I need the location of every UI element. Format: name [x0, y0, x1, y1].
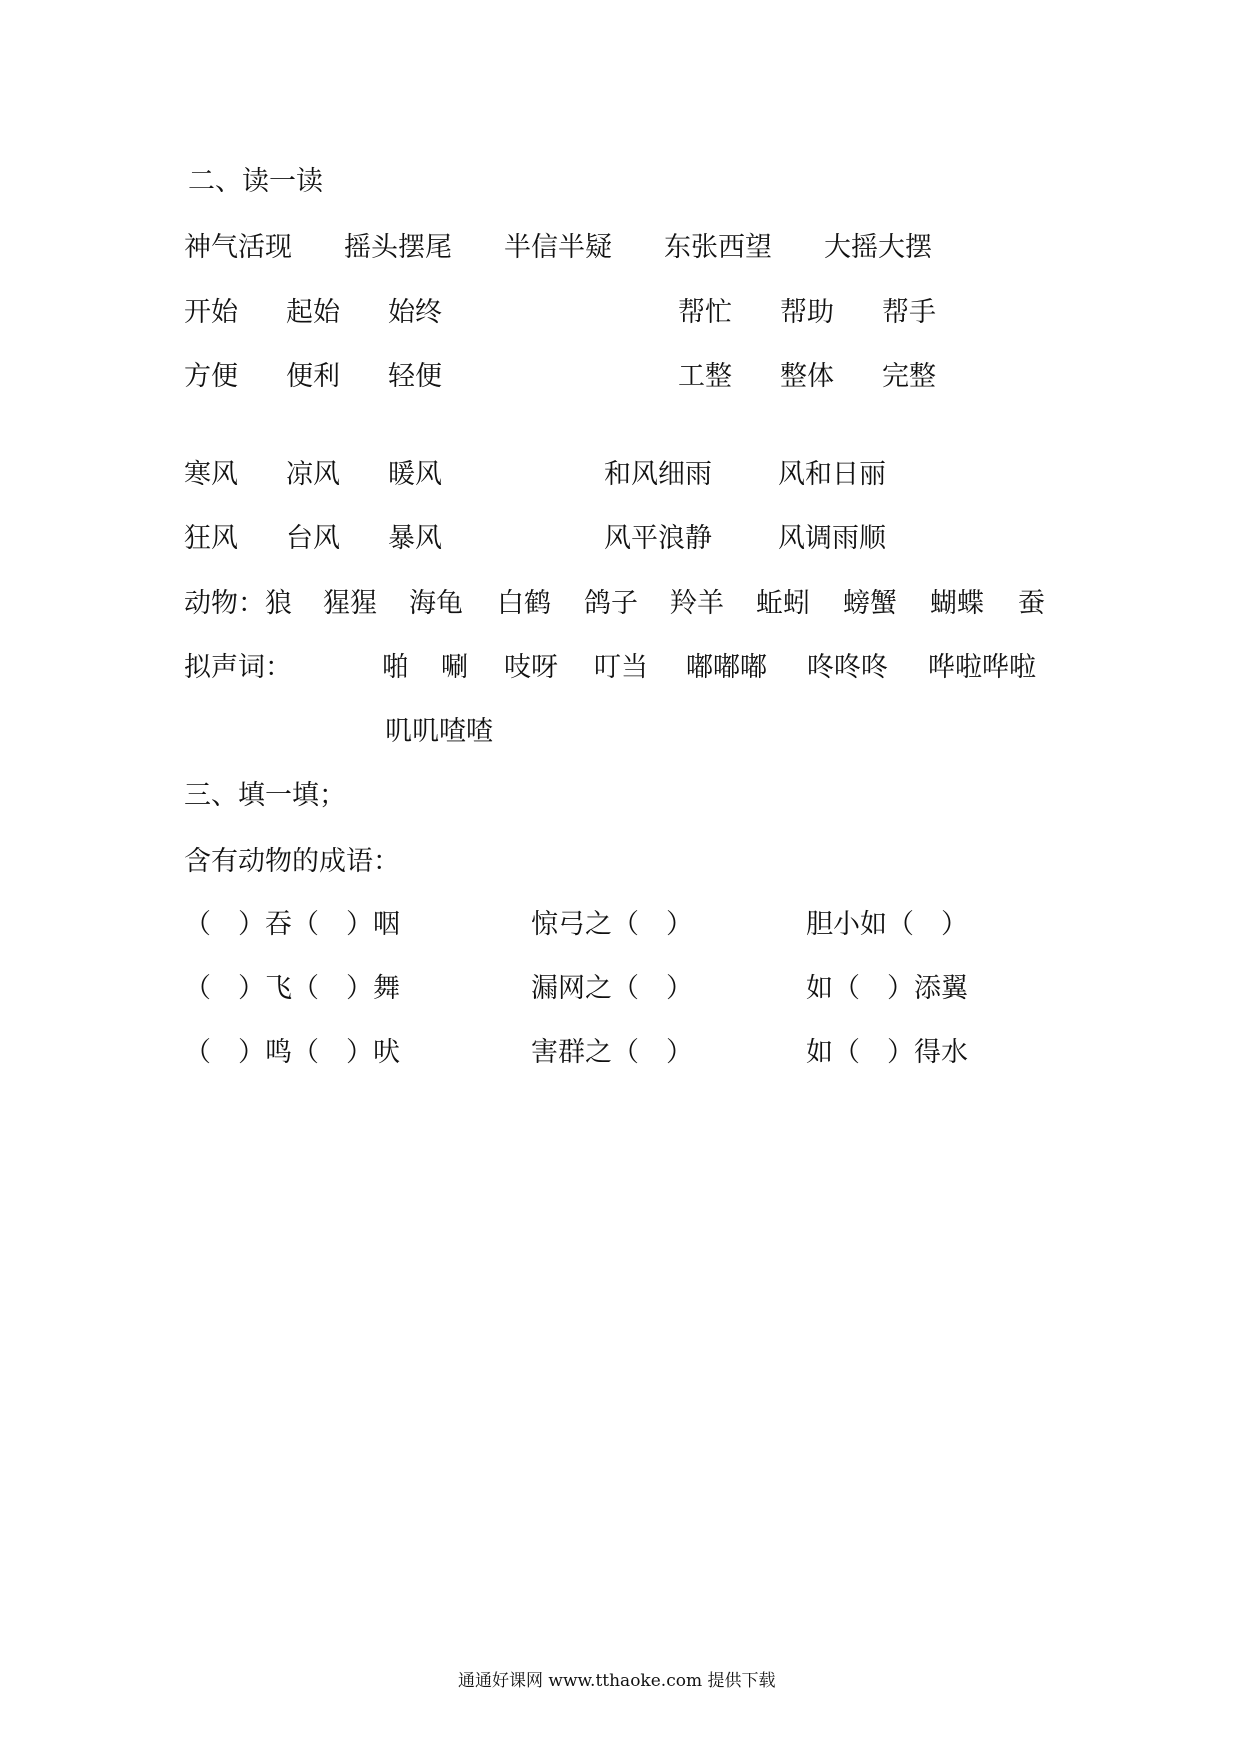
word: 轻便: [388, 361, 442, 392]
word: 寒风: [184, 459, 238, 490]
word: 暴风: [388, 523, 442, 554]
animal-word: 猩猩: [323, 588, 377, 619]
onomatopoeia-word: 叽叽喳喳: [385, 716, 493, 747]
onomatopoeia-word: 叮当: [594, 652, 648, 683]
animal-word: 白鹤: [497, 588, 551, 619]
word: 凉风: [286, 459, 340, 490]
phrase: 和风细雨: [604, 459, 712, 490]
animal-word: 蚯蚓: [756, 588, 810, 619]
onomatopoeia-word: 啪: [382, 652, 409, 683]
idiom-blank: 漏网之（ ）: [531, 973, 693, 1004]
onomatopoeia-word: 哗啦哗啦: [928, 652, 1036, 683]
phrase: 神气活现: [184, 232, 292, 263]
animal-word: 蚕: [1018, 588, 1045, 619]
word: 方便: [184, 361, 238, 392]
animal-word: 鸽子: [584, 588, 638, 619]
idiom-blank: 如（ ）得水: [806, 1037, 968, 1068]
animal-word: 螃蟹: [843, 588, 897, 619]
idiom-blank: （ ）鸣（ ）吠: [184, 1037, 400, 1068]
phrase: 东张西望: [664, 232, 772, 263]
word: 暖风: [388, 459, 442, 490]
word: 帮忙: [678, 297, 732, 328]
animal-word: 蝴蝶: [930, 588, 984, 619]
idiom-blank: 胆小如（ ）: [806, 909, 968, 940]
word: 便利: [286, 361, 340, 392]
phrase: 风和日丽: [778, 459, 886, 490]
word: 台风: [286, 523, 340, 554]
word: 始终: [388, 297, 442, 328]
phrase: 风调雨顺: [778, 523, 886, 554]
onomatopoeia-word: 嘟嘟嘟: [686, 652, 767, 683]
onomatopoeia-label: 拟声词：: [184, 652, 292, 683]
footer-text: 通通好课网 www.tthaoke.com 提供下载: [458, 1671, 776, 1691]
onomatopoeia-word: 咚咚咚: [807, 652, 888, 683]
phrase: 半信半疑: [504, 232, 612, 263]
idiom-blank: 惊弓之（ ）: [531, 909, 693, 940]
word: 整体: [780, 361, 834, 392]
section-3-subheading: 含有动物的成语：: [184, 846, 400, 877]
idiom-blank: 如（ ）添翼: [806, 973, 968, 1004]
section-3-heading: 三、填一填；: [184, 780, 346, 811]
section-2-heading: 二、读一读: [188, 166, 323, 197]
phrase: 摇头摆尾: [344, 232, 452, 263]
idiom-blank: 害群之（ ）: [531, 1037, 693, 1068]
word: 帮助: [780, 297, 834, 328]
word: 狂风: [184, 523, 238, 554]
word: 起始: [286, 297, 340, 328]
animal-word: 狼: [265, 588, 292, 619]
phrase: 大摇大摆: [824, 232, 932, 263]
onomatopoeia-word: 唰: [441, 652, 468, 683]
animal-word: 海龟: [409, 588, 463, 619]
animal-word: 羚羊: [670, 588, 724, 619]
word: 开始: [184, 297, 238, 328]
word: 工整: [678, 361, 732, 392]
idiom-blank: （ ）吞（ ）咽: [184, 909, 400, 940]
onomatopoeia-word: 吱呀: [504, 652, 558, 683]
word: 帮手: [882, 297, 936, 328]
word: 完整: [882, 361, 936, 392]
phrase: 风平浪静: [604, 523, 712, 554]
animals-label: 动物：: [184, 588, 265, 619]
idiom-blank: （ ）飞（ ）舞: [184, 973, 400, 1004]
